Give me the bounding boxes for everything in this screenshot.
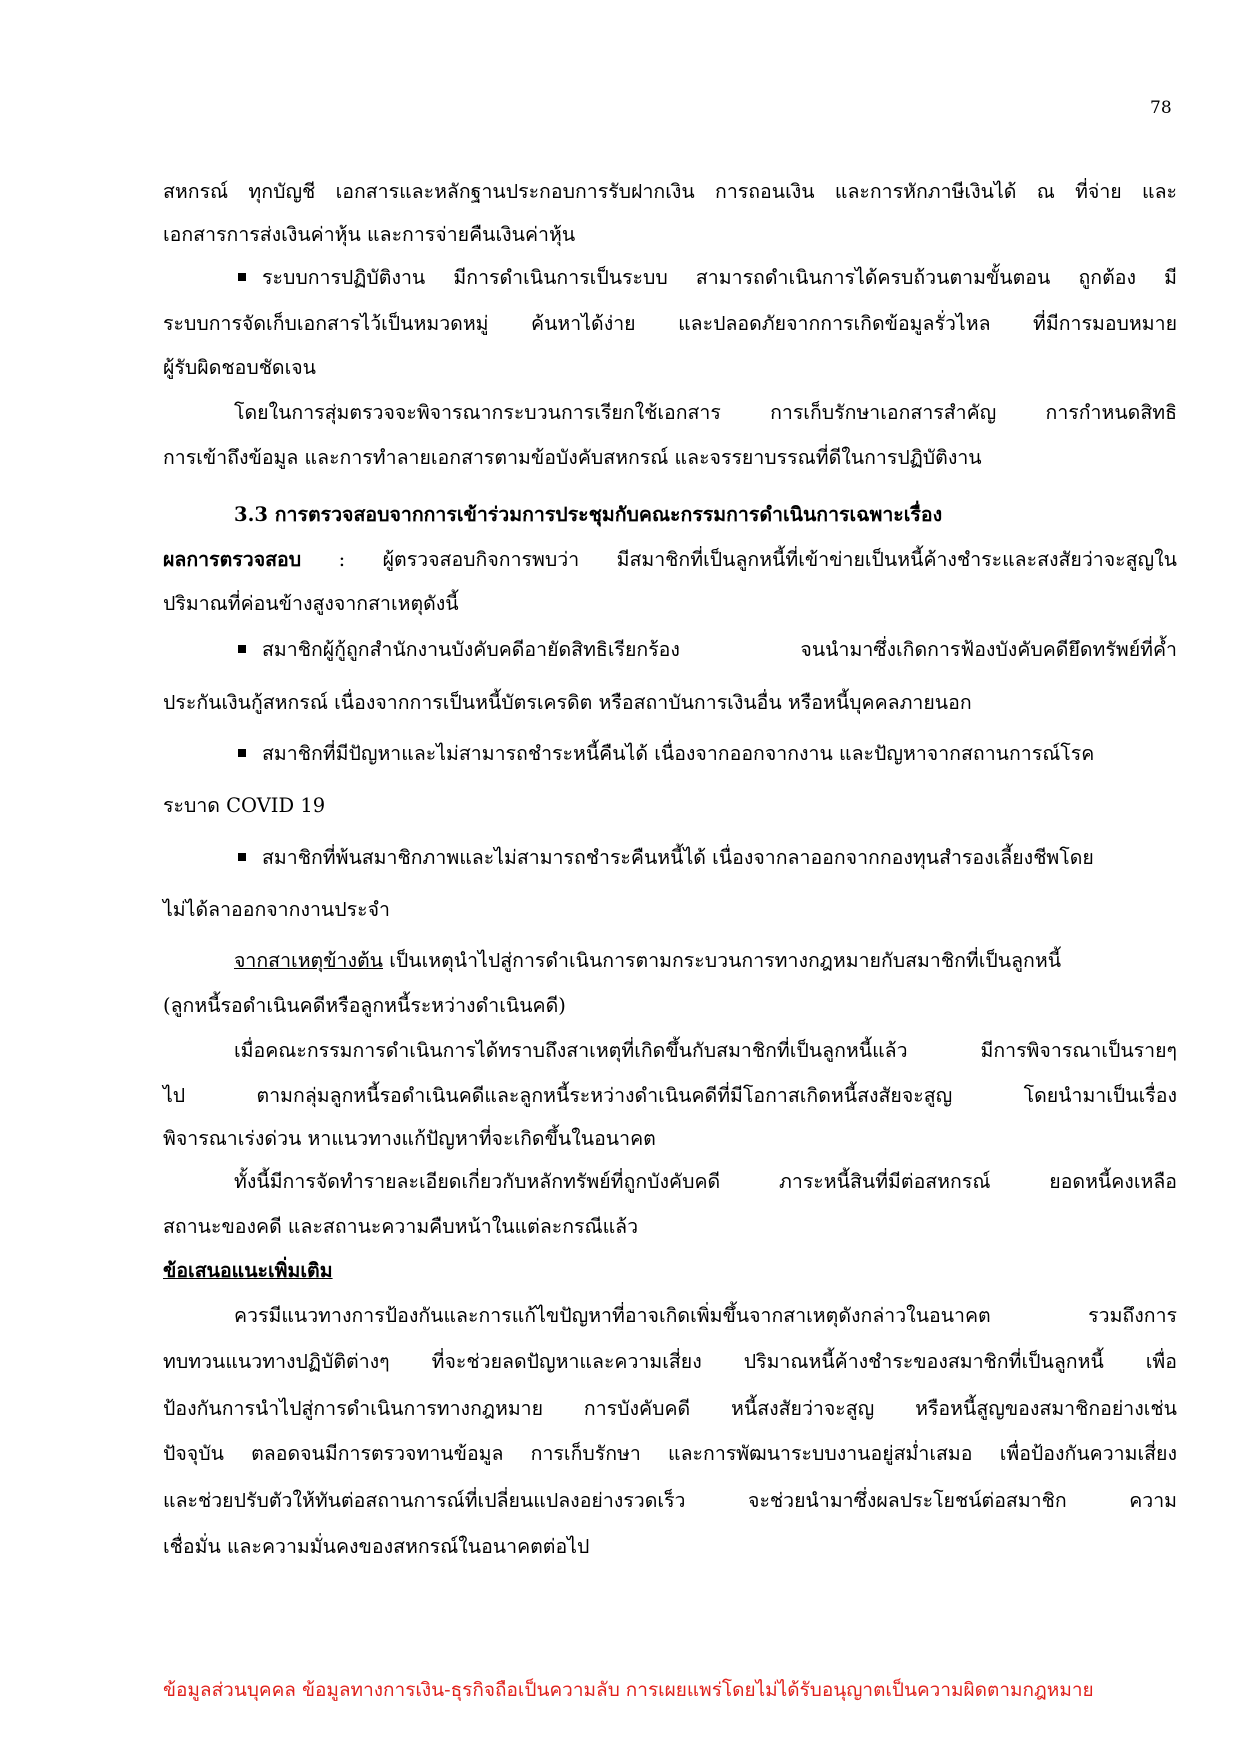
confidentiality-footer: ข้อมูลส่วนบุคคล ข้อมูลทางการเงิน-ธุรกิจถือเป็นความลับ การเผยแพร่โดยไม่ได้รับอนุญาตเป็นความผิดตามกฎหมาย <box>163 1679 1094 1701</box>
bullet-square <box>238 645 246 653</box>
body-line: โดยในการสุ่มตรวจจะพิจารณากระบวนการเรียกใช้เอกสาร การเก็บรักษาเอกสารสำคัญ การกำหนดสิทธิ <box>234 401 1177 424</box>
bullet-text: สมาชิกที่พ้นสมาชิกภาพและไม่สามารถชำระคืนหนี้ได้ เนื่องจากลาออกจากกองทุนสำรองเลี้ยงชีพโดย <box>262 846 1094 869</box>
body-line: ผู้รับผิดชอบชัดเจน <box>163 356 317 379</box>
cause-text: เป็นเหตุนำไปสู่การดำเนินการตามกระบวนการทางกฎหมายกับสมาชิกที่เป็นลูกหนี้ <box>383 949 1062 972</box>
page-number: 78 <box>1150 98 1172 118</box>
bullet-square <box>238 749 246 757</box>
bullet-item <box>238 265 1177 291</box>
body-line: (ลูกหนี้รอดำเนินคดีหรือลูกหนี้ระหว่างดำเนินคดี) <box>163 994 566 1017</box>
findings-line <box>163 547 1177 573</box>
body-line: ทบทวนแนวทางปฏิบัติต่างๆ ที่จะช่วยลดปัญหาและความเสี่ยง ปริมาณหนี้ค้างชำระของสมาชิกที่เป็นลูกหนี้ เพื่อ <box>163 1350 1177 1373</box>
body-line: ปริมาณที่ค่อนข้างสูงจากสาเหตุดังนี้ <box>163 592 459 615</box>
body-line: ไป ตามกลุ่มลูกหนี้รอดำเนินคดีและลูกหนี้ระหว่างดำเนินคดีที่มีโอกาสเกิดหนี้สงสัยจะสูญ โดยนำมาเป็นเรื่อง <box>163 1084 1177 1107</box>
body-line: ควรมีแนวทางการป้องกันและการแก้ไขปัญหาที่อาจเกิดเพิ่มขึ้นจากสาเหตุดังกล่าวในอนาคต รวมถึงการ <box>234 1304 1177 1327</box>
bullet-text: ระบบการปฏิบัติงาน มีการดำเนินการเป็นระบบ สามารถดำเนินการได้ครบถ้วนตามขั้นตอน ถูกต้อง มี <box>262 266 1177 289</box>
body-line: ป้องกันการนำไปสู่การดำเนินการทางกฎหมาย การบังคับคดี หนี้สงสัยว่าจะสูญ หรือหนี้สูญของสมาชิกอย่างเช่น <box>163 1397 1177 1420</box>
bullet-square <box>238 273 246 281</box>
body-line: ทั้งนี้มีการจัดทำรายละเอียดเกี่ยวกับหลักทรัพย์ที่ถูกบังคับคดี ภาระหนี้สินที่มีต่อสหกรณ์ ยอดหนี้คงเหลือ <box>234 1170 1177 1193</box>
body-line: เอกสารการส่งเงินค่าหุ้น และการจ่ายคืนเงินค่าหุ้น <box>163 223 576 246</box>
findings-label: ผลการตรวจสอบ <box>163 548 302 571</box>
body-line: ระบาด COVID 19 <box>163 794 326 817</box>
body-line: สถานะของคดี และสถานะความคืบหน้าในแต่ละกรณีแล้ว <box>163 1215 639 1238</box>
recommendation-heading: ข้อเสนอแนะเพิ่มเติม <box>163 1259 333 1282</box>
body-line: ปัจจุบัน ตลอดจนมีการตรวจทานข้อมูล การเก็บรักษา และการพัฒนาระบบงานอยู่สม่ำเสมอ เพื่อป้องกันความเสี่ยง <box>163 1442 1177 1465</box>
body-line <box>234 948 1061 974</box>
bullet-item <box>238 741 1177 767</box>
body-line: ประกันเงินกู้สหกรณ์ เนื่องจากการเป็นหนี้บัตรเครดิต หรือสถาบันการเงินอื่น หรือหนี้บุคคลภายนอก <box>163 691 972 714</box>
section-heading: 3.3 การตรวจสอบจากการเข้าร่วมการประชุมกับคณะกรรมการดำเนินการเฉพาะเรื่อง <box>234 503 943 526</box>
body-line: การเข้าถึงข้อมูล และการทำลายเอกสารตามข้อบังคับสหกรณ์ และจรรยาบรรณที่ดีในการปฏิบัติงาน <box>163 446 982 469</box>
bullet-item <box>238 637 1177 663</box>
body-line: เชื่อมั่น และความมั่นคงของสหกรณ์ในอนาคตต่อไป <box>163 1535 590 1558</box>
bullet-text: สมาชิกที่มีปัญหาและไม่สามารถชำระหนี้คืนได้ เนื่องจากออกจากงาน และปัญหาจากสถานการณ์โรค <box>262 742 1095 765</box>
body-line: พิจารณาเร่งด่วน หาแนวทางแก้ปัญหาที่จะเกิดขึ้นในอนาคต <box>163 1127 656 1150</box>
findings-text: : ผู้ตรวจสอบกิจการพบว่า มีสมาชิกที่เป็นลูกหนี้ที่เข้าข่ายเป็นหนี้ค้างชำระและสงสัยว่าจะสูญใน <box>301 548 1177 571</box>
body-line: ระบบการจัดเก็บเอกสารไว้เป็นหมวดหมู่ ค้นหาได้ง่าย และปลอดภัยจากการเกิดข้อมูลรั่วไหล ที่มีการมอบหมาย <box>163 312 1177 335</box>
bullet-text: สมาชิกผู้กู้ถูกสำนักงานบังคับคดีอายัดสิทธิเรียกร้อง จนนำมาซึ่งเกิดการฟ้องบังคับคดียึดทรัพย์ที่ค้ำ <box>262 638 1177 661</box>
bullet-square <box>238 853 246 861</box>
body-line: สหกรณ์ ทุกบัญชี เอกสารและหลักฐานประกอบการรับฝากเงิน การถอนเงิน และการหักภาษีเงินได้ ณ ที่จ่าย และ <box>163 180 1177 203</box>
body-line: เมื่อคณะกรรมการดำเนินการได้ทราบถึงสาเหตุที่เกิดขึ้นกับสมาชิกที่เป็นลูกหนี้แล้ว มีการพิจารณาเป็นรายๆ <box>234 1039 1177 1062</box>
body-line: ไม่ได้ลาออกจากงานประจำ <box>163 898 390 921</box>
bullet-item <box>238 845 1177 871</box>
body-line: และช่วยปรับตัวให้ทันต่อสถานการณ์ที่เปลี่ยนแปลงอย่างรวดเร็ว จะช่วยนำมาซึ่งผลประโยชน์ต่อสมาชิก ความ <box>163 1489 1177 1512</box>
cause-label: จากสาเหตุข้างต้น <box>234 949 384 972</box>
